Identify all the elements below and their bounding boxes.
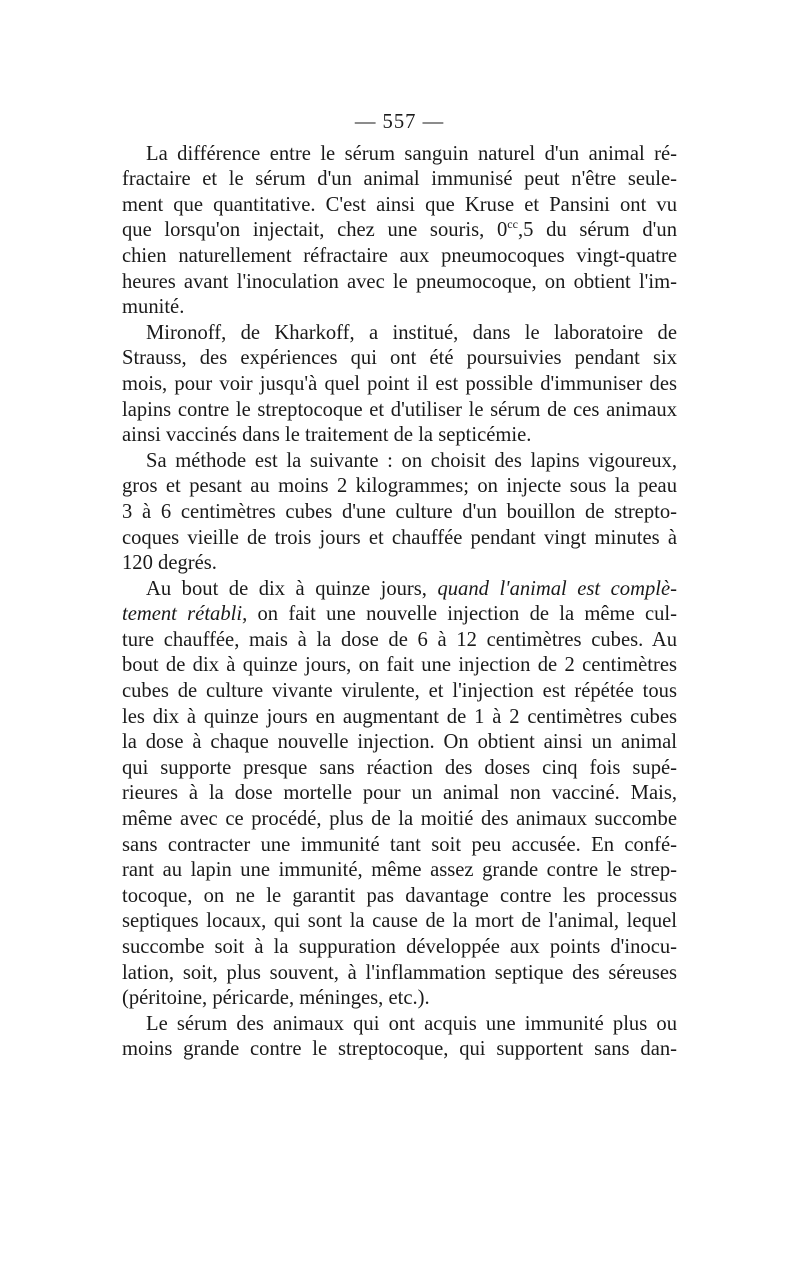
text-line: tocoque, on ne le garantit pas davantage contre les processus — [122, 884, 677, 907]
italic-text: tement rétabli, — [122, 603, 248, 626]
text-line: rieures à la dose mortelle pour un animal non vacciné. Mais, — [122, 782, 677, 805]
text-line: même avec ce procédé, plus de la moitié des animaux succombe — [122, 808, 677, 831]
text-line: rant au lapin une immunité, même assez grande contre le strep- — [122, 859, 677, 882]
paragraph-4 — [122, 577, 677, 1012]
text-line: ainsi vaccinés dans le traitement de la septicémie. — [122, 424, 532, 447]
superscript-unit: cc — [507, 217, 518, 232]
book-page — [122, 110, 677, 1063]
text-fragment: que lorsqu'on injectait, chez une souris, 0 — [122, 219, 508, 242]
text-fragment: ,5 du sérum d'un — [517, 219, 677, 242]
italic-text: quand l'animal est complè- — [437, 577, 677, 600]
text-line-with-italic — [122, 577, 677, 603]
text-line: qui supporte presque sans réaction des doses cinq fois supé- — [122, 756, 677, 779]
text-line: septiques locaux, qui sont la cause de la mort de l'animal, lequel — [122, 910, 677, 933]
text-line: ment que quantitative. C'est ainsi que Kruse et Pansini ont vu — [122, 193, 677, 216]
text-line: Sa méthode est la suivante : on choisit des lapins vigoureux, — [146, 449, 677, 472]
text-line: Strauss, des expériences qui ont été poursuivies pendant six — [122, 347, 677, 370]
text-line: munité. — [122, 296, 185, 319]
text-line: Le sérum des animaux qui ont acquis une immunité plus ou — [146, 1012, 677, 1035]
text-line: lation, soit, plus souvent, à l'inflammation septique des séreuses — [122, 961, 677, 984]
text-fragment: Au bout de dix à quinze jours, — [146, 577, 438, 600]
text-line: mois, pour voir jusqu'à quel point il est possible d'immuniser des — [122, 372, 677, 395]
text-line: 3 à 6 centimètres cubes d'une culture d'un bouillon de strepto- — [122, 500, 677, 523]
text-fragment: on fait une nouvelle injection de la même cul- — [247, 603, 677, 626]
text-line-with-italic — [122, 602, 677, 628]
text-line: cubes de culture vivante virulente, et l'injection est répétée tous — [122, 680, 677, 703]
text-line: coques vieille de trois jours et chauffée pendant vingt minutes à — [122, 526, 677, 549]
text-line: fractaire et le sérum d'un animal immunisé peut n'être seule- — [122, 168, 677, 191]
text-line: La différence entre le sérum sanguin naturel d'un animal ré- — [146, 142, 677, 165]
text-line: lapins contre le streptocoque et d'utiliser le sérum de ces animaux — [122, 398, 677, 421]
page-number: — 557 — — [354, 111, 445, 133]
text-line: ture chauffée, mais à la dose de 6 à 12 centimètres cubes. Au — [122, 628, 677, 651]
paragraph-3 — [122, 449, 677, 577]
text-line: 120 degrés. — [122, 552, 217, 575]
paragraph-2 — [122, 321, 677, 449]
text-line: sans contracter une immunité tant soit peu accusée. En confé- — [122, 833, 677, 856]
text-line: (péritoine, péricarde, méninges, etc.). — [122, 987, 430, 1010]
text-line-with-superscript — [122, 218, 677, 244]
text-line: moins grande contre le streptocoque, qui supportent sans dan- — [122, 1038, 677, 1061]
text-line: chien naturellement réfractaire aux pneumocoques vingt-quatre — [122, 244, 677, 267]
text-line: gros et pesant au moins 2 kilogrammes; on injecte sous la peau — [122, 475, 677, 498]
paragraph-1 — [122, 142, 677, 321]
text-line: Mironoff, de Kharkoff, a institué, dans le laboratoire de — [146, 321, 677, 344]
text-line: les dix à quinze jours en augmentant de 1 à 2 centimètres cubes — [122, 705, 677, 728]
text-line: succombe soit à la suppuration développée aux points d'inocu- — [122, 936, 677, 958]
paragraph-5 — [122, 1012, 677, 1063]
text-line: la dose à chaque nouvelle injection. On obtient ainsi un animal — [122, 731, 677, 754]
text-line: bout de dix à quinze jours, on fait une injection de 2 centimètres — [122, 654, 677, 677]
text-line: heures avant l'inoculation avec le pneumocoque, on obtient l'im- — [122, 270, 677, 293]
